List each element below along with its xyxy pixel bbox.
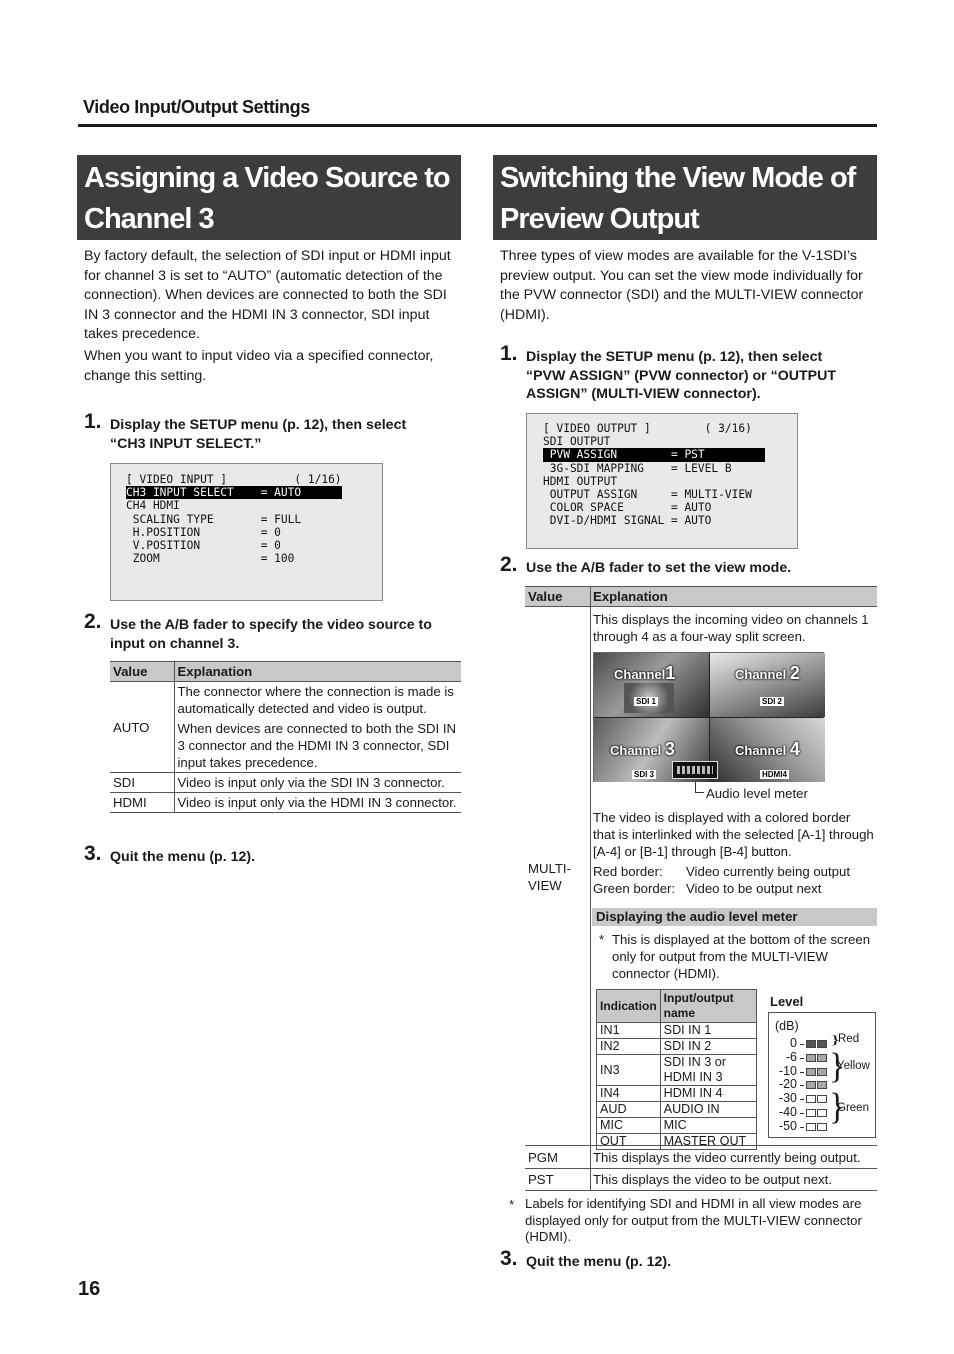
step-number: 2.: [500, 553, 518, 576]
step-text-line: ASSIGN” (MULTI-VIEW connector).: [526, 386, 761, 402]
table-row: [110, 682, 461, 773]
row-value: AUTO: [110, 682, 174, 773]
level-segment: [817, 1040, 827, 1048]
step-number: 1.: [500, 342, 518, 365]
channel-number: 4: [789, 739, 800, 759]
channel-label-text: Channel: [610, 743, 662, 758]
lcd-line-selected: CH3 INPUT SELECT = AUTO: [126, 486, 342, 500]
step-text: Use the A/B fader to set the view mode.: [526, 560, 792, 576]
level-tick-label: -20: [778, 1077, 797, 1092]
indication-row: [597, 1055, 757, 1086]
level-yellow-label: Yellow: [837, 1060, 870, 1072]
explanation-para: When devices are connected to both the SDI IN 3 connector and the HDMI IN 3 connector, SDI input takes precedence.: [177, 721, 457, 770]
lcd-line: [126, 486, 382, 499]
level-tick-label: -50: [778, 1118, 797, 1133]
lcd-line: SDI OUTPUT: [543, 435, 611, 449]
footnote: Labels for identifying SDI and HDMI in all view modes are displayed only for output from the MULTI-VIEW connector (HDMI).: [525, 1196, 862, 1244]
lcd-line: OUTPUT ASSIGN = MULTI-VIEW: [543, 487, 752, 501]
step-number: 1.: [84, 410, 102, 433]
row-divider: [525, 1190, 877, 1191]
indication-table: [596, 989, 757, 1150]
right-table-header: [525, 586, 877, 607]
lcd-line: HDMI OUTPUT: [543, 474, 618, 488]
channel-input-tag: SDI 3: [634, 770, 655, 779]
left-step-2: [84, 610, 464, 656]
level-red-label: Red: [838, 1033, 860, 1045]
level-segment: [806, 1081, 816, 1089]
step-text-line: “PVW ASSIGN” (PVW connector) or “OUTPUT: [526, 367, 837, 384]
lcd-line: COLOR SPACE = AUTO: [543, 501, 712, 515]
brace-yellow: }: [829, 1046, 846, 1086]
pst-explanation: This displays the video to be output next.: [593, 1172, 832, 1187]
step-text-line: input on channel 3.: [110, 635, 240, 652]
channel-label-text: Channel: [735, 667, 787, 682]
indication-cell: IN3: [597, 1055, 661, 1086]
row-explanation: [174, 682, 461, 773]
row-divider: [525, 1168, 877, 1169]
table-row: [110, 793, 461, 813]
table-header-value: Value: [110, 662, 174, 682]
left-intro-2: When you want to input video via a specified connector, change this setting.: [84, 348, 434, 384]
pgm-explanation: This displays the video currently being output.: [593, 1150, 861, 1165]
name-cell: AUDIO IN: [660, 1102, 756, 1118]
lcd-line: ZOOM = 100: [126, 552, 295, 566]
channel-label-text: Channel: [614, 667, 666, 682]
name-cell: HDMI IN 4: [660, 1086, 756, 1102]
channel-input-tag: SDI 1: [636, 697, 657, 706]
indication-cell: IN2: [597, 1039, 661, 1055]
multiview-screen-illustration: [593, 652, 824, 782]
level-legend: [768, 1012, 876, 1138]
note-asterisk: *: [599, 932, 605, 947]
input-output-header: Input/output name: [660, 990, 756, 1023]
channel-label-text: Channel: [735, 743, 787, 758]
table-header-explanation: Explanation: [593, 589, 668, 604]
right-intro: Three types of view modes are available for the V-1SDI’s preview output. You can set the view mode individually for the PVW connector (SDI) and the MULTI-VIEW connector (HDMI).: [500, 248, 864, 323]
indication-header: Indication: [597, 990, 661, 1023]
level-tick-label: -30: [778, 1091, 797, 1106]
indication-cell: MIC: [597, 1118, 661, 1134]
name-cell: MASTER OUT: [660, 1134, 756, 1150]
value-line: VIEW: [528, 878, 562, 893]
step-number: 3.: [84, 842, 102, 865]
right-title-line2: Preview Output: [500, 203, 699, 235]
indication-cell: OUT: [597, 1134, 661, 1150]
column-divider: [590, 607, 591, 1190]
right-title-banner: [493, 155, 877, 240]
audio-meter-callout-label: Audio level meter: [706, 786, 808, 801]
step-text: [110, 416, 406, 453]
right-lcd-screen: [526, 413, 798, 549]
channel-number: 1: [665, 663, 676, 683]
left-title-line1: Assigning a Video Source to: [84, 162, 450, 194]
left-title-banner: [77, 155, 461, 240]
left-intro-1: By factory default, the selection of SDI input or HDMI input for channel 3 is set to “AUTO” (automatic detection of the connection). When devices are connected to both the SDI IN 3 connector and the HDMI IN 3 connector, SDI input takes precedence.: [84, 248, 451, 342]
indication-cell: IN1: [597, 1023, 661, 1039]
level-tick-label: -6: [785, 1049, 797, 1064]
multiview-value: [528, 860, 571, 894]
callout-line: [695, 792, 704, 793]
red-border-label: Red border:: [593, 864, 663, 879]
quadrant-channel-2: [710, 653, 825, 717]
row-explanation: Video is input only via the HDMI IN 3 connector.: [174, 793, 461, 813]
level-segment: [806, 1123, 816, 1131]
step-text: [526, 348, 836, 404]
indication-row: [597, 1039, 757, 1055]
lcd-line: 3G-SDI MAPPING = LEVEL B: [543, 461, 732, 475]
audio-meter-note: This is displayed at the bottom of the screen only for output from the MULTI-VIEW connector (HDMI).: [612, 932, 871, 981]
indication-row: [597, 1023, 757, 1039]
step-text-line: Display the SETUP menu (p. 12), then select: [110, 417, 407, 433]
audio-level-meter-graphic: [672, 761, 718, 779]
column-divider: [590, 587, 591, 607]
row-value: SDI: [110, 773, 174, 793]
level-tick-label: -40: [778, 1105, 797, 1119]
green-border-label: Green border:: [593, 881, 676, 896]
level-tick-mark: [800, 1127, 804, 1128]
level-segment: [817, 1109, 827, 1117]
lcd-line-selected: PVW ASSIGN = PST: [543, 448, 766, 462]
table-row: [110, 773, 461, 793]
left-title-line2: Channel 3: [84, 203, 214, 235]
level-tick-label: -10: [778, 1063, 797, 1078]
lcd-line: [543, 448, 797, 461]
level-segment: [806, 1068, 816, 1076]
indication-row: [597, 1118, 757, 1134]
lcd-line: V.POSITION = 0: [126, 538, 281, 552]
step-number: 2.: [84, 610, 102, 633]
audio-meter-subheading: Displaying the audio level meter: [592, 908, 877, 926]
indication-row: [597, 1134, 757, 1150]
brace-red: }: [829, 1032, 842, 1047]
level-tick-mark: [800, 1099, 804, 1100]
level-tick-mark: [800, 1085, 804, 1086]
level-segment: [806, 1054, 816, 1062]
name-cell: SDI IN 1: [660, 1023, 756, 1039]
lcd-line: [ VIDEO INPUT ] ( 1/16): [126, 473, 342, 486]
indication-cell: AUD: [597, 1102, 661, 1118]
level-tick-mark: [800, 1058, 804, 1059]
level-segment: [806, 1095, 816, 1103]
level-tick-mark: [800, 1072, 804, 1073]
step-text-line: “CH3 INPUT SELECT.”: [110, 435, 262, 452]
level-segment: [806, 1040, 816, 1048]
step-text-line: Display the SETUP menu (p. 12), then select: [526, 349, 823, 365]
lcd-line: SCALING TYPE = FULL: [126, 512, 302, 526]
indication-row: [597, 1102, 757, 1118]
brace-green: }: [829, 1086, 846, 1128]
step-text: Quit the menu (p. 12).: [110, 849, 256, 865]
left-lcd-screen: [110, 463, 383, 601]
level-tick-mark: [800, 1113, 804, 1114]
indication-cell: IN4: [597, 1086, 661, 1102]
channel-input-tag: SDI 2: [762, 697, 783, 706]
channel-label: [610, 740, 675, 760]
name-cell: MIC: [660, 1118, 756, 1134]
channel-label: [735, 740, 800, 760]
value-line: MULTI-: [528, 861, 571, 876]
row-value: HDMI: [110, 793, 174, 813]
footnote-asterisk: *: [509, 1197, 515, 1212]
channel-label: [735, 664, 800, 684]
right-step-1: [500, 342, 876, 406]
page-number: 16: [78, 1278, 101, 1300]
row-explanation: Video is input only via the SDI IN 3 connector.: [174, 773, 461, 793]
level-segment: [817, 1054, 827, 1062]
right-title-line1: Switching the View Mode of: [500, 162, 856, 194]
table-header-value: Value: [528, 589, 563, 604]
level-tick-mark: [800, 1044, 804, 1045]
level-tick-label: 0: [790, 1036, 797, 1050]
pgm-value: PGM: [528, 1150, 559, 1165]
pst-value: PST: [528, 1172, 554, 1187]
channel-number: 2: [789, 663, 800, 683]
left-value-table: [110, 661, 461, 813]
explanation-para: The connector where the connection is made is automatically detected and video is output.: [177, 684, 454, 716]
level-segment: [817, 1095, 827, 1103]
channel-input-tag: HDMI4: [762, 770, 787, 779]
level-segment: [817, 1068, 827, 1076]
step-text: [110, 616, 432, 653]
name-cell: SDI IN 3 or HDMI IN 3: [660, 1055, 756, 1086]
right-step-2: [500, 553, 876, 581]
quadrant-channel-4: [710, 718, 825, 782]
level-unit: (dB): [775, 1019, 799, 1033]
section-heading: Video Input/Output Settings: [83, 97, 310, 117]
level-segment: [817, 1123, 827, 1131]
level-green-label: Green: [837, 1102, 869, 1114]
callout-line: [695, 782, 696, 792]
step-number: 3.: [500, 1247, 518, 1270]
red-border-text: Video currently being output: [686, 864, 850, 879]
level-segment: [817, 1081, 827, 1089]
left-step-1: [84, 410, 464, 456]
channel-number: 3: [664, 739, 675, 759]
multiview-expl-2: The video is displayed with a colored border that is interlinked with the selected [A-1] through [A-4] or [B-1] through [B-4] button.: [593, 810, 874, 859]
table-header-explanation: Explanation: [174, 662, 461, 682]
quadrant-channel-1: [594, 653, 709, 717]
lcd-line: DVI-D/HDMI SIGNAL = AUTO: [543, 514, 712, 528]
name-cell: SDI IN 2: [660, 1039, 756, 1055]
right-step-3: [500, 1247, 876, 1277]
level-title: Level: [770, 994, 804, 1009]
meter-bars: [677, 766, 713, 774]
header-rule: [78, 124, 877, 127]
step-text-line: Use the A/B fader to specify the video source to: [110, 617, 432, 633]
step-text: Quit the menu (p. 12).: [526, 1254, 672, 1270]
green-border-text: Video to be output next: [686, 881, 822, 896]
level-segment: [806, 1109, 816, 1117]
lcd-line: [ VIDEO OUTPUT ] ( 3/16): [543, 422, 752, 435]
multiview-expl-1: This displays the incoming video on channels 1 through 4 as a four-way split screen.: [593, 612, 869, 644]
channel-label: [614, 664, 675, 684]
indication-row: [597, 1086, 757, 1102]
lcd-line: CH4 HDMI: [126, 499, 180, 513]
lcd-line: H.POSITION = 0: [126, 525, 281, 539]
left-step-3: [84, 842, 464, 872]
